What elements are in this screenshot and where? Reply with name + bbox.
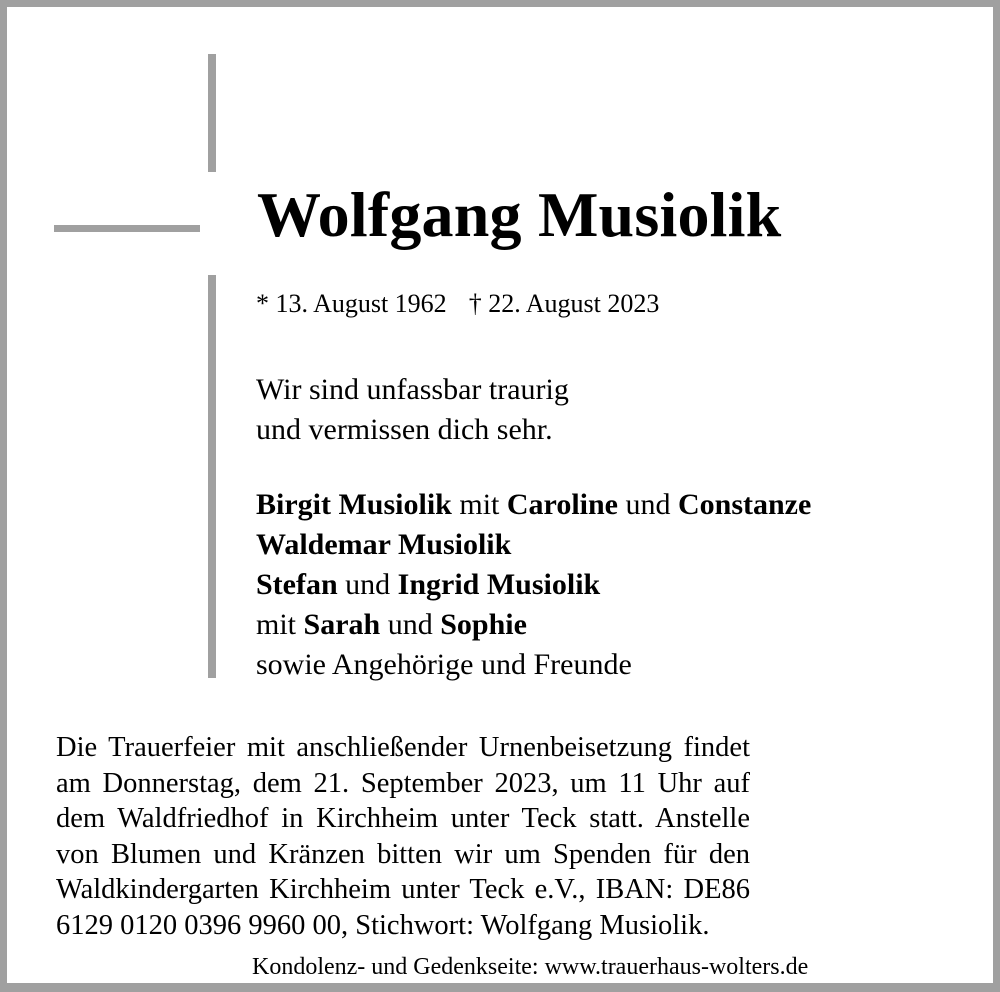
mourner-name: Ingrid Musiolik [397, 568, 601, 601]
connector: mit [451, 488, 507, 521]
mourner-name: Sarah [303, 608, 381, 641]
mourner-line [256, 565, 811, 605]
cross-icon-top-arm [208, 54, 216, 172]
motto-line: Wir sind unfassbar traurig [256, 373, 569, 406]
mourner-line [256, 645, 811, 685]
life-dates [256, 287, 659, 321]
mourner-line [256, 605, 811, 645]
mourner-line [256, 485, 811, 525]
mourner-name: Caroline [506, 488, 618, 521]
mourner-name: Sophie [440, 608, 527, 641]
birth-date: * 13. August 1962 [256, 289, 447, 318]
connector: mit [256, 608, 304, 641]
motto [256, 370, 569, 450]
funeral-notice: Die Trauerfeier mit anschließender Urnenbeisetzung findet am Donnerstag, dem 21. September 2023, um 11 Uhr auf dem Waldfriedhof in Kirchheim unter Teck statt. Anstelle von Blumen und Kränzen bitten wir um Spenden für den Waldkindergarten Kirchheim unter Teck e.V., IBAN: DE86 6129 0120 0396 9960 00, Stichwort: Wolfgang Musiolik. [56, 732, 750, 941]
connector: und [380, 608, 441, 641]
mourner-name: Birgit Musiolik [256, 488, 452, 521]
connector: und [337, 568, 398, 601]
motto-line: und vermissen dich sehr. [256, 413, 553, 446]
mourner-name: Stefan [256, 568, 338, 601]
deceased-name: Wolfgang Musiolik [257, 179, 782, 250]
death-date: † 22. August 2023 [468, 289, 660, 318]
obituary-card [7, 7, 993, 983]
connector: und [617, 488, 678, 521]
mourner-name: Constanze [677, 488, 812, 521]
condolence-footer: Kondolenz- und Gedenkseite: www.trauerhaus-wolters.de [252, 954, 809, 980]
cross-icon-bottom-arm [208, 275, 216, 678]
mourners-list [256, 485, 811, 685]
mourner-line [256, 525, 811, 565]
mourner-name: Waldemar Musiolik [256, 528, 512, 561]
relatives-text: sowie Angehörige und Freunde [256, 648, 632, 681]
cross-icon-left-arm [54, 225, 200, 232]
